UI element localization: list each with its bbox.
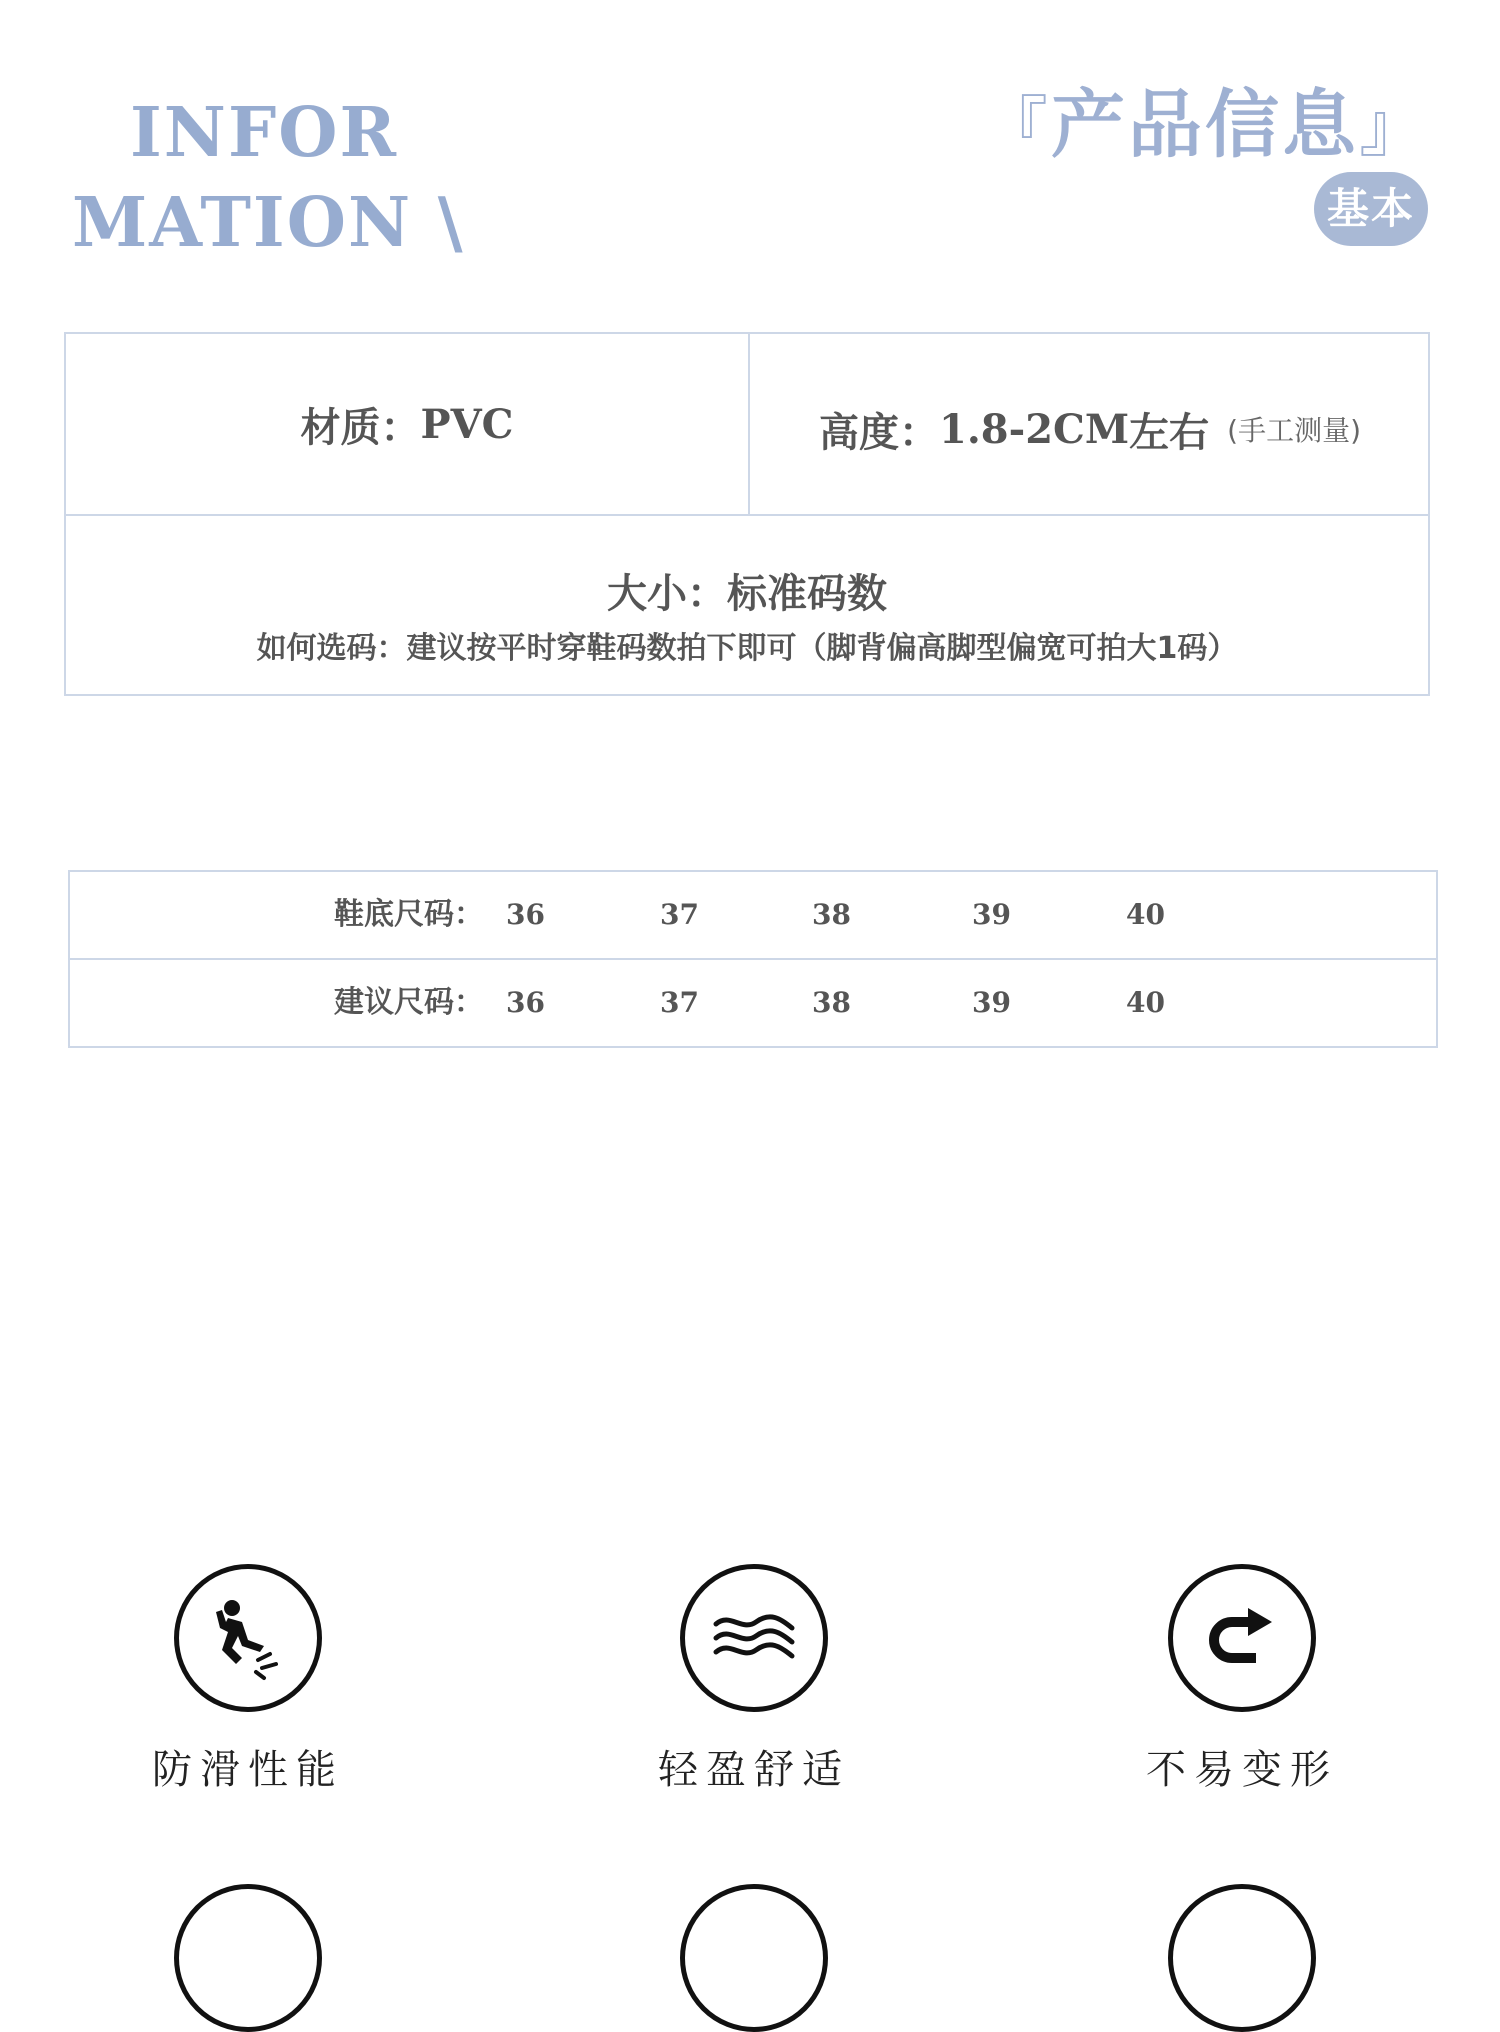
height-suffix: 左右: [1129, 409, 1210, 456]
material-cell: [66, 334, 748, 514]
size-value: 38: [812, 898, 851, 931]
size-value: 40: [1126, 898, 1165, 931]
height-cell: [750, 334, 1430, 514]
feature-icon-partial: [174, 1884, 322, 2032]
feature-label: 轻盈舒适: [658, 1747, 850, 1793]
material-value: PVC: [420, 400, 514, 448]
feature-label: 防滑性能: [152, 1747, 344, 1793]
title-cn: [982, 66, 1428, 172]
sole-size-row: [70, 872, 1436, 960]
size-value: 37: [660, 986, 699, 1019]
title-bracket-open: 『: [982, 89, 1051, 166]
size-value: 38: [812, 986, 851, 1019]
row-label: 建议尺码：: [334, 985, 484, 1020]
waves-icon: [680, 1564, 828, 1712]
basic-badge: 基本: [1314, 172, 1428, 246]
row-label: 鞋底尺码：: [334, 897, 484, 932]
title-en-line1: INFOR: [130, 93, 398, 173]
slip-person-icon: [174, 1564, 322, 1712]
material-label: 材质：: [300, 404, 421, 451]
height-label: 高度：: [819, 409, 939, 456]
feature-lightweight: [604, 1564, 904, 1795]
title-en: [72, 88, 472, 268]
suggested-size-row: [70, 960, 1436, 1048]
title-cn-text: 产品信息: [1051, 82, 1359, 168]
size-value: 39: [972, 898, 1011, 931]
size-value: 37: [660, 898, 699, 931]
size-table: [68, 870, 1438, 1048]
feature-icon-partial: [1168, 1884, 1316, 2032]
info-row-1: [66, 334, 1428, 516]
feature-no-deform: [1092, 1564, 1392, 1795]
size-advice: 如何选码：建议按平时穿鞋码数拍下即可（脚背偏高脚型偏宽可拍大1码）: [256, 631, 1238, 666]
size-cell: [66, 516, 1428, 694]
size-value: 36: [506, 898, 545, 931]
height-value: 1.8-2CM: [939, 405, 1130, 453]
title-bracket-close: 』: [1359, 89, 1428, 166]
size-value: 40: [1126, 986, 1165, 1019]
size-value: 39: [972, 986, 1011, 1019]
info-table: [64, 332, 1430, 696]
feature-icon-partial: [680, 1884, 828, 2032]
title-en-line2: MATION \: [72, 183, 465, 263]
return-arrow-icon: [1168, 1564, 1316, 1712]
feature-label: 不易变形: [1146, 1747, 1338, 1793]
feature-anti-slip: [98, 1564, 398, 1795]
height-note: (手工测量): [1227, 414, 1361, 447]
size-value: 36: [506, 986, 545, 1019]
size-main: 大小：标准码数: [607, 571, 887, 617]
